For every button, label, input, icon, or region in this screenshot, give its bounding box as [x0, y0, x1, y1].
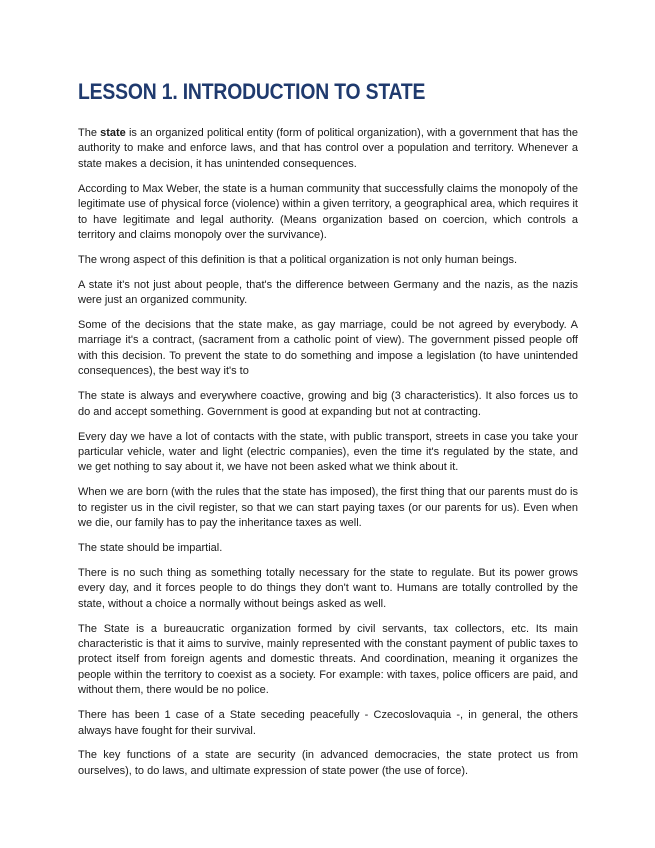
paragraph-not-just-people: A state it's not just about people, that's the difference between Germany and the nazis, as the nazis were just an organized community. — [78, 278, 578, 307]
paragraph-text: The — [78, 127, 101, 139]
paragraph-daily-contacts: Every day we have a lot of contacts with the state, with public transport, streets in case you take your particular vehicle, water and light (electric companies), even the time it's regulated by the state, and we get nothing to say about it, we have not been asked what we think about it. — [78, 430, 578, 474]
paragraph-state-definition — [78, 126, 578, 172]
paragraph-state-power: There is no such thing as something totally necessary for the state to regulate. But its power grows every day, and it forces people to do things they don't want to. Humans are totally controlled by the state, without a choice a normally without beings asked as well. — [78, 566, 578, 610]
paragraph-key-functions: The key functions of a state are security (in advanced democracies, the state protect us from ourselves), to do laws, and ultimate expression of state power (the use of force). — [78, 749, 578, 777]
paragraph-secession: There has been 1 case of a State seceding peacefully - Czecoslovaquia -, in general, the others always have fought for their survival. — [78, 709, 578, 737]
document-body — [78, 78, 578, 789]
paragraph-text: is an organized political entity (form of political organization), with a government that has the authority to make and enforce laws, and that has control over a population and territory. Whenever a state makes a decision, it has unintended consequences. — [78, 127, 579, 170]
paragraph-max-weber: According to Max Weber, the state is a human community that successfully claims the monopoly of the legitimate use of physical force (violence) within a given territory, a geographical area, which requires it to have legitimate and legal authority. (Means organization based on coercion, which controls a territory and claims monopoly over the survivance). — [78, 182, 578, 241]
paragraph-impartial: The state should be impartial. — [78, 541, 223, 554]
paragraph-definition-critique: The wrong aspect of this definition is that a political organization is not only human beings. — [78, 253, 518, 266]
bold-term-state: state — [100, 127, 126, 139]
paragraph-bureaucratic-organization: The State is a bureaucratic organization formed by civil servants, tax collectors, etc. Its main characteristic is that it aims to survive, mainly represented with the constant payment of public taxes to protect itself from foreign agents and domestic threats. And coordination, meaning it organizes the people within the territory to coexist as a society. For example: with taxes, police officers are paid, and without them, there would be no police. — [78, 622, 578, 697]
paragraph-birth-and-death: When we are born (with the rules that the state has imposed), the first thing that our parents must do is to register us in the civil register, so that we can start paying taxes (or our parents for us). Even when we die, our family has to pay the inheritance taxes as well. — [78, 486, 578, 530]
lesson-title: LESSON 1. INTRODUCTION TO STATE — [78, 79, 426, 104]
paragraph-state-decisions: Some of the decisions that the state make, as gay marriage, could be not agreed by everybody. A marriage it's a contract, (sacrament from a catholic point of view). The government pissed people off with this decision. To prevent the state to do something and impose a legislation (to have unintended consequences), the best way it's to — [78, 319, 578, 378]
paragraph-state-characteristics: The state is always and everywhere coactive, growing and big (3 characteristics). It also forces us to do and accept something. Government is good at expanding but not at contracting. — [78, 390, 578, 418]
